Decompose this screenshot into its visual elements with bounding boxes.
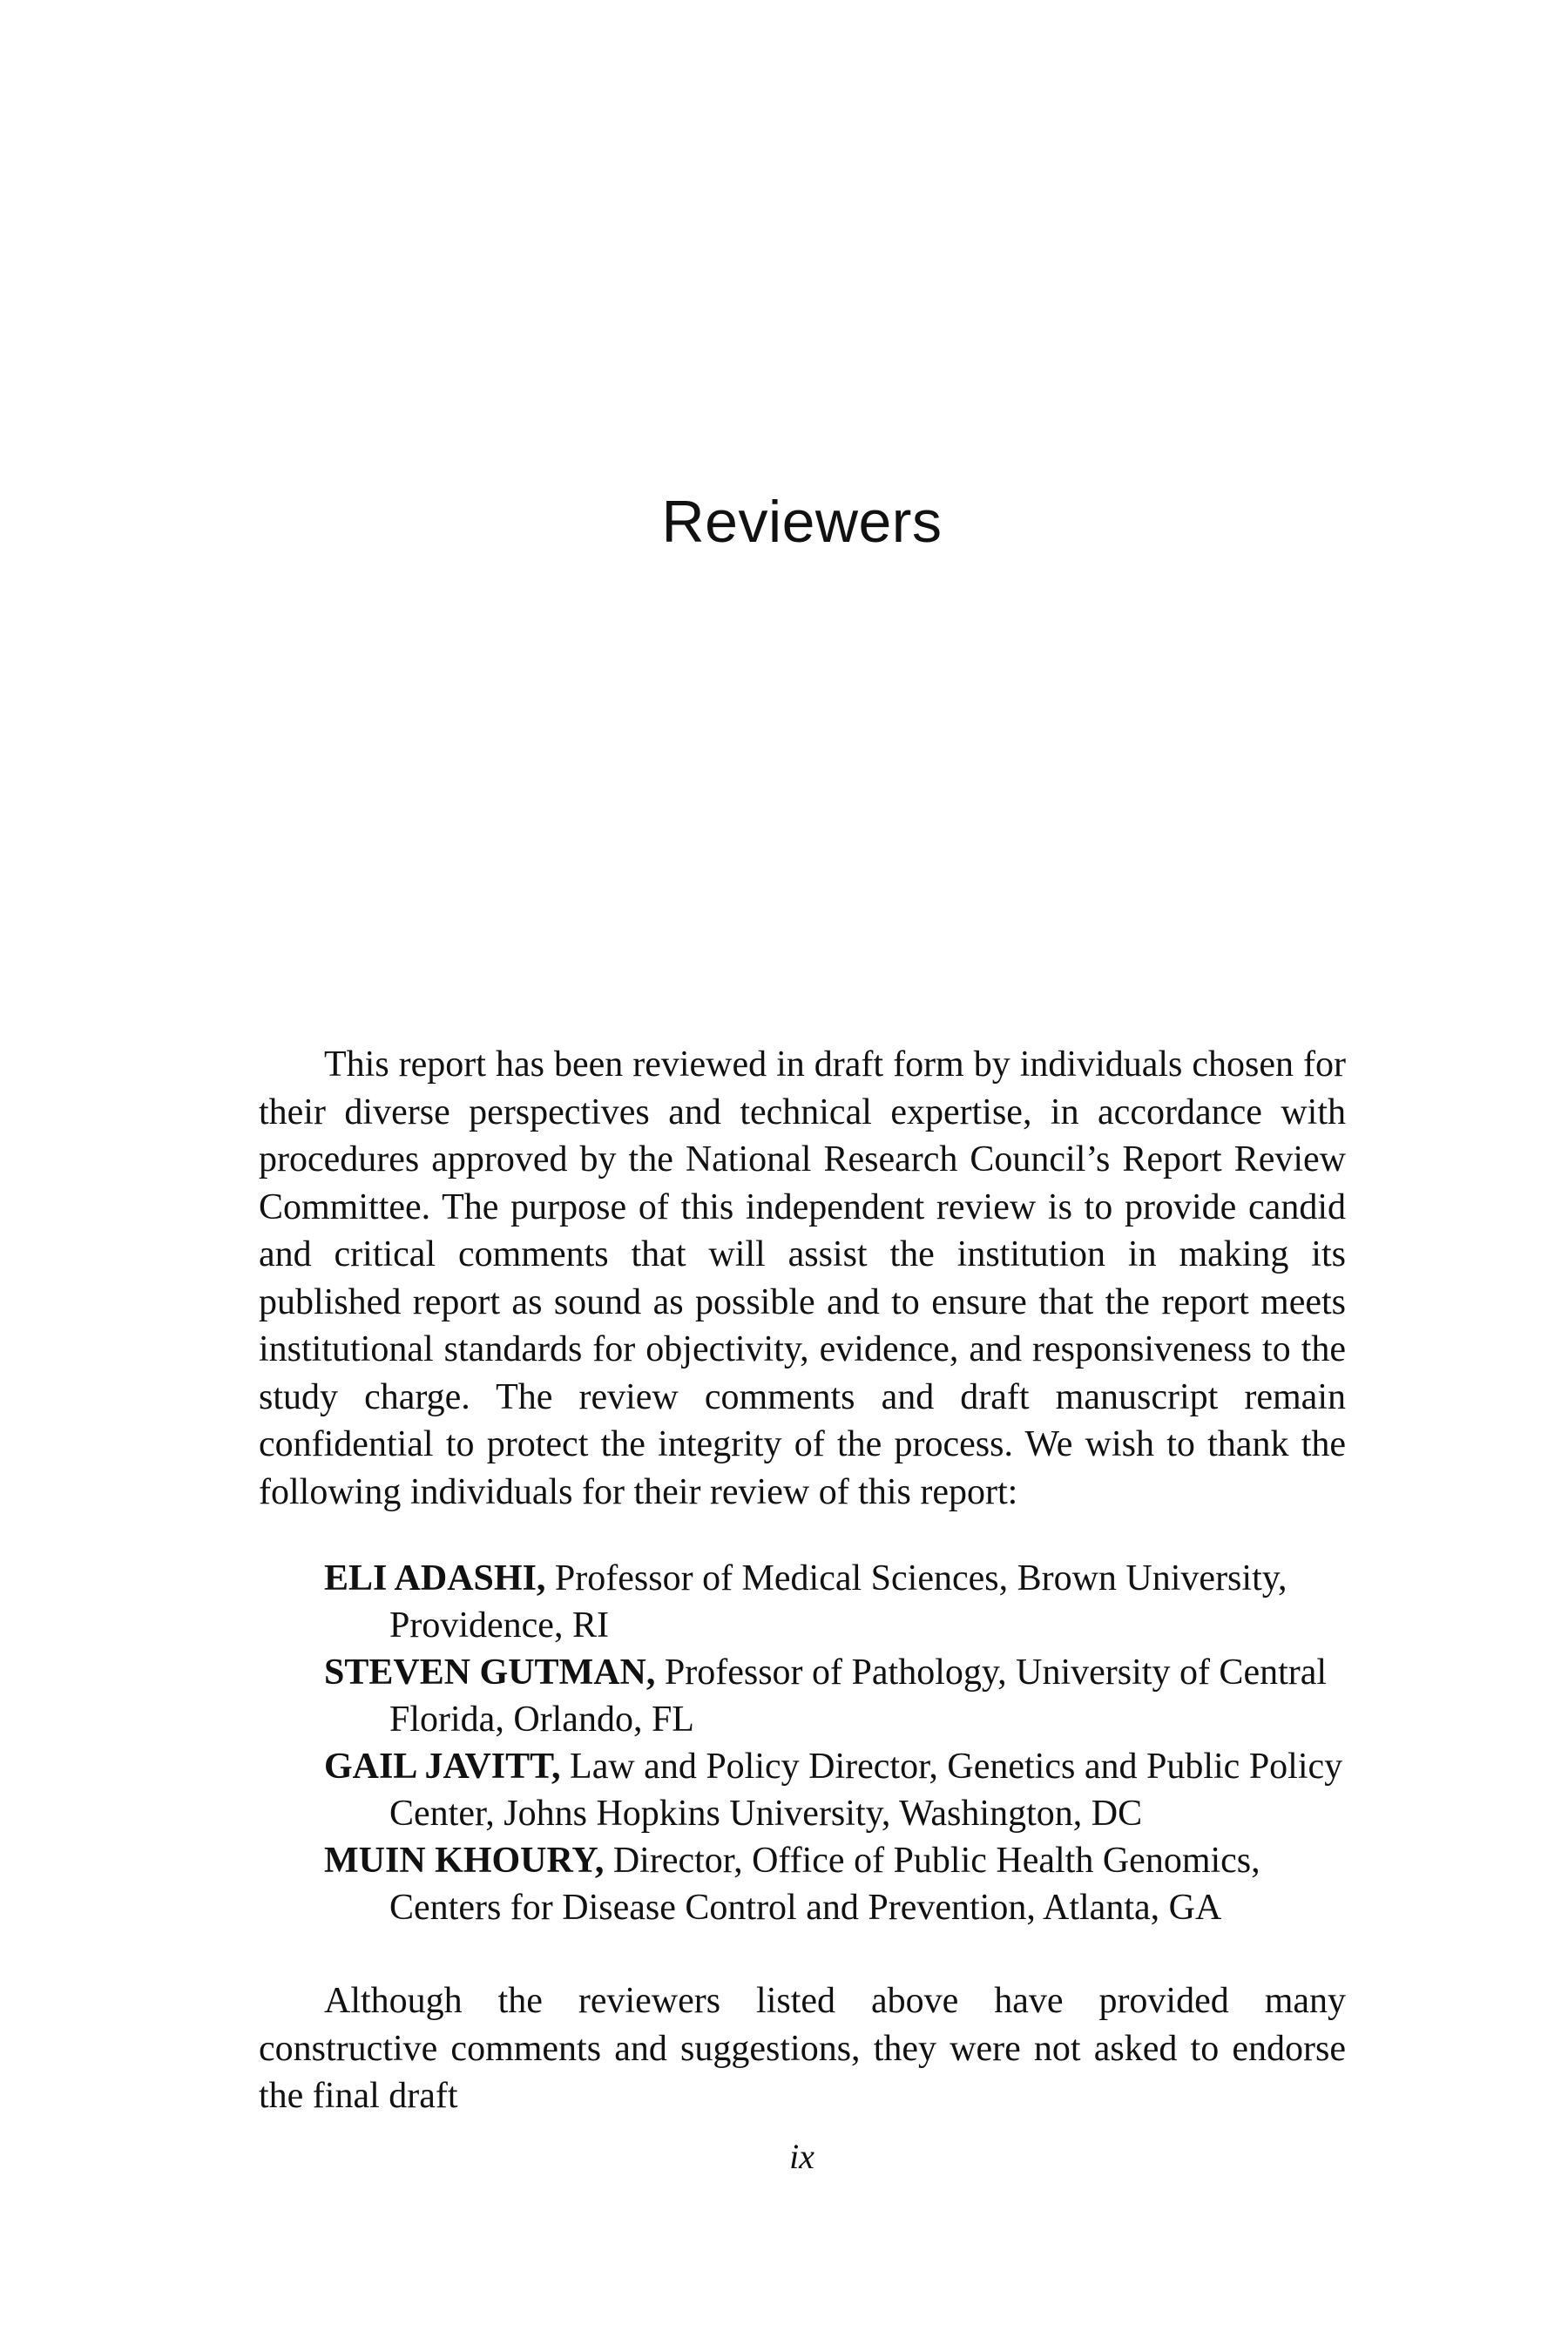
reviewer-affiliation: Professor of Pathology, University of Central Florida, Orlando, FL — [389, 1652, 1328, 1740]
reviewer-affiliation: Law and Policy Director, Genetics and Public Policy Center, Johns Hopkins University, Washington, DC — [389, 1747, 1343, 1834]
page-title: Reviewers — [661, 489, 943, 555]
reviewer-entry — [324, 1555, 1346, 1649]
closing-paragraph: Although the reviewers listed above have provided many constructive comments and suggestions, they were not asked to endorse the final draft — [259, 1981, 1346, 2116]
page-number: ix — [789, 2137, 814, 2176]
reviewer-entry — [324, 1837, 1346, 1931]
reviewer-name: MUIN KHOURY, — [324, 1841, 605, 1881]
reviewer-list — [324, 1555, 1346, 1931]
reviewer-entry — [324, 1743, 1346, 1837]
reviewer-entry — [324, 1649, 1346, 1743]
reviewer-name: STEVEN GUTMAN, — [324, 1652, 656, 1693]
intro-paragraph: This report has been reviewed in draft form by individuals chosen for their diverse perspectives and technical expertise, in accordance with procedures approved by the National Research Council’s Report Review Committee. The purpose of this independent review is to provide candid and critical comments that will assist the institution in making its published report as sound as possible and to ensure that the report meets institutional standards for objectivity, evidence, and responsiveness to the study charge. The review comments and draft manuscript remain confidential to protect the integrity of the process. We wish to thank the following individuals for their review of this report: — [259, 1044, 1346, 1512]
reviewer-affiliation: Director, Office of Public Health Genomics, Centers for Disease Control and Prevention, Atlanta, GA — [389, 1841, 1260, 1928]
reviewer-affiliation: Professor of Medical Sciences, Brown University, Providence, RI — [389, 1558, 1288, 1646]
reviewer-name: GAIL JAVITT, — [324, 1747, 561, 1787]
reviewer-name: ELI ADASHI, — [324, 1558, 546, 1598]
